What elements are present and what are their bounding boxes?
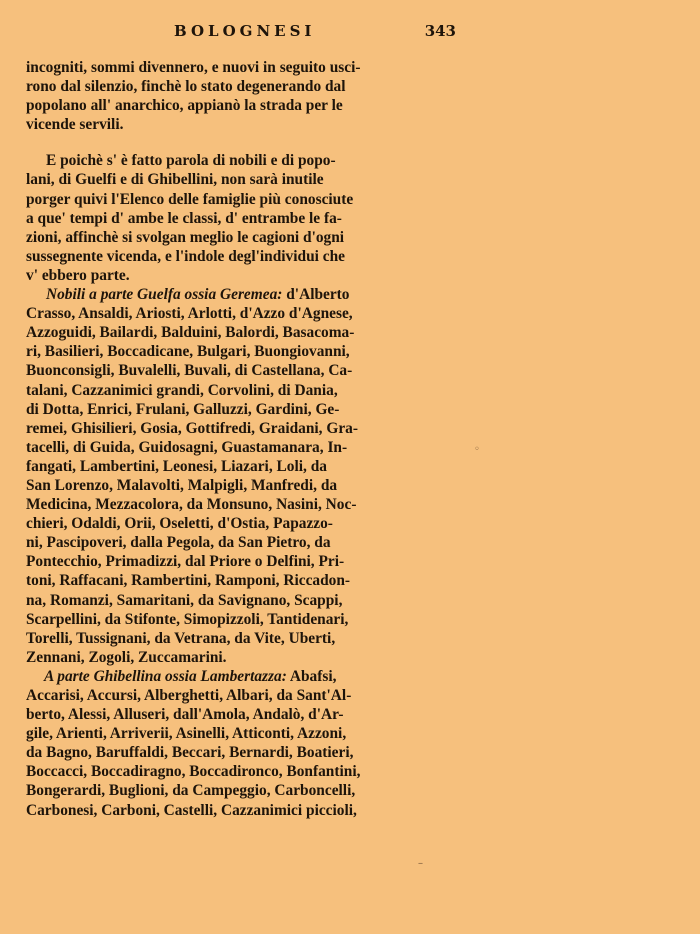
text-line: fangati, Lambertini, Leonesi, Liazari, Loli, da bbox=[26, 457, 327, 475]
paragraph-2 bbox=[26, 151, 474, 285]
text-line: remei, Ghisilieri, Gosia, Gottifredi, Graidani, Gra- bbox=[26, 419, 359, 437]
text-line: Buonconsigli, Buvalelli, Buvali, di Castellana, Ca- bbox=[26, 362, 353, 380]
paragraph-1 bbox=[26, 58, 474, 134]
body-text bbox=[26, 58, 474, 820]
text-line: ri, Basilieri, Boccadicane, Bulgari, Buongiovanni, bbox=[26, 343, 350, 361]
text-line: Azzoguidi, Bailardi, Balduini, Balordi, Basacoma- bbox=[26, 324, 355, 342]
text-line: di Dotta, Enrici, Frulani, Galluzzi, Gardini, Ge- bbox=[26, 400, 340, 418]
guelfa-heading: Nobili a parte Guelfa ossia Geremea: bbox=[46, 286, 283, 304]
text-line: ni, Pascipoveri, dalla Pegola, da San Pietro, da bbox=[26, 534, 331, 552]
ghibellina-list bbox=[26, 667, 474, 820]
text-line: Medicina, Mezzacolora, da Monsuno, Nasini, Noc- bbox=[26, 496, 357, 514]
ghibellina-first-rest: Abafsi, bbox=[286, 667, 337, 685]
guelfa-first-rest: d'Alberto bbox=[282, 286, 350, 304]
text-line: toni, Raffacani, Rambertini, Ramponi, Riccadon- bbox=[26, 572, 351, 590]
text-line: chieri, Odaldi, Orii, Oseletti, d'Ostia, Papazzo- bbox=[26, 515, 333, 533]
list-heading-line bbox=[26, 285, 474, 304]
text-line: a que' tempi d' ambe le classi, d' entrambe le fa- bbox=[26, 209, 342, 227]
list-heading-line bbox=[26, 667, 474, 686]
guelfa-list bbox=[26, 285, 474, 667]
text-line: Bongerardi, Buglioni, da Campeggio, Carboncelli, bbox=[26, 782, 356, 800]
text-line: Torelli, Tussignani, da Vetrana, da Vite, Uberti, bbox=[26, 629, 336, 647]
page-header bbox=[174, 22, 456, 44]
text-line: da Bagno, Baruffaldi, Beccari, Bernardi, Boatieri, bbox=[26, 744, 354, 762]
margin-mark: – bbox=[418, 858, 423, 869]
text-line: popolano all' anarchico, appianò la strada per le bbox=[26, 97, 343, 115]
text-line: rono dal silenzio, finchè lo stato degenerando dal bbox=[26, 78, 346, 96]
running-title: BOLOGNESI bbox=[174, 22, 316, 40]
margin-mark: ◦ bbox=[474, 444, 480, 455]
text-line: Carbonesi, Carboni, Castelli, Cazzanimici piccioli, bbox=[26, 801, 357, 819]
text-line: Crasso, Ansaldi, Ariosti, Arlotti, d'Azzo d'Agnese, bbox=[26, 305, 353, 323]
page-number: 343 bbox=[424, 22, 456, 40]
text-line: berto, Alessi, Alluseri, dall'Amola, Andalò, d'Ar- bbox=[26, 706, 344, 724]
text-line: E poichè s' è fatto parola di nobili e di popo- bbox=[46, 152, 336, 170]
text-line: Accarisi, Accursi, Alberghetti, Albari, da Sant'Al- bbox=[26, 687, 352, 704]
text-line: San Lorenzo, Malavolti, Malpigli, Manfredi, da bbox=[26, 476, 338, 494]
ghibellina-heading: A parte Ghibellina ossia Lambertazza: bbox=[44, 667, 287, 685]
text-line: gile, Arienti, Arriverii, Asinelli, Atticonti, Azzoni, bbox=[26, 725, 347, 743]
text-line: Pontecchio, Primadizzi, dal Priore o Delfini, Pri- bbox=[26, 553, 345, 571]
text-line: talani, Cazzanimici grandi, Corvolini, di Dania, bbox=[26, 381, 338, 399]
text-line: v' ebbero parte. bbox=[26, 266, 130, 284]
text-line: Zennani, Zogoli, Zuccamarini. bbox=[26, 648, 227, 666]
text-line: tacelli, di Guida, Guidosagni, Guastamanara, In- bbox=[26, 438, 348, 456]
text-line: na, Romanzi, Samaritani, da Savignano, Scappi, bbox=[26, 591, 343, 609]
text-line: zioni, affinchè si svolgan meglio le cagioni d'ogni bbox=[26, 228, 345, 246]
text-line: vicende servili. bbox=[26, 116, 124, 134]
text-line: lani, di Guelfi e di Ghibellini, non sarà inutile bbox=[26, 171, 324, 189]
text-line: porger quivi l'Elenco delle famiglie più conosciute bbox=[26, 190, 354, 208]
text-line: Boccacci, Boccadiragno, Boccadironco, Bonfantini, bbox=[26, 763, 361, 781]
text-line: Scarpellini, da Stifonte, Simopizzoli, Tantidenari, bbox=[26, 610, 349, 628]
text-line: incogniti, sommi divennero, e nuovi in seguito usci- bbox=[26, 59, 361, 76]
text-line: sussegnente vicenda, e l'indole degl'individui che bbox=[26, 247, 345, 265]
